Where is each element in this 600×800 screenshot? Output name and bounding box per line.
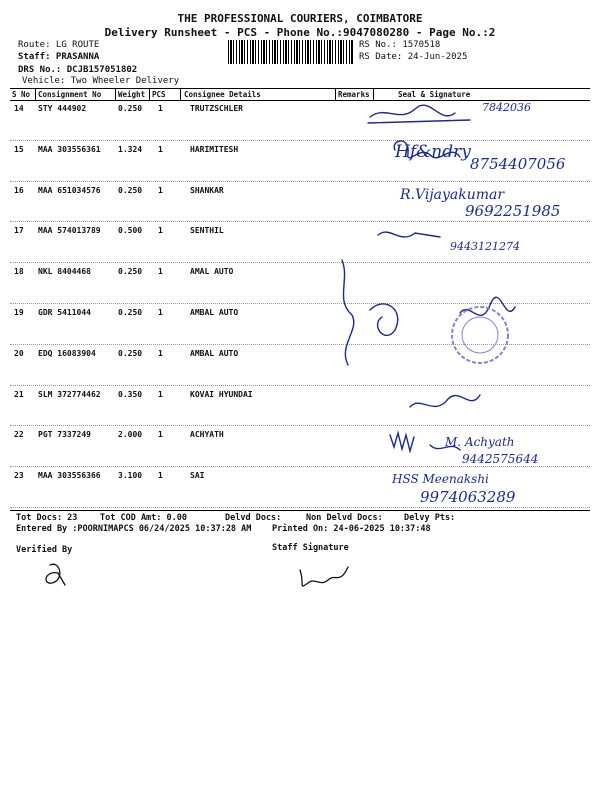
barcode: [228, 40, 354, 64]
signature-stroke: [460, 297, 515, 315]
cell-sno: 16: [14, 185, 24, 195]
company-title: THE PROFESSIONAL COURIERS, COIMBATORE: [177, 12, 423, 25]
handwriting-r16b: 9692251985: [465, 202, 561, 220]
cell-consignment: MAA 574013789: [38, 226, 101, 236]
col-consignment: Consignment No: [38, 90, 102, 99]
remark-stroke: [342, 260, 354, 365]
signature-stroke: [368, 120, 470, 123]
handwriting-r22a: M. Achyath: [445, 435, 515, 449]
cell-consignment: MAA 651034576: [38, 185, 101, 195]
handwriting-r22b: 9442575644: [462, 452, 539, 466]
cell-sno: 18: [14, 267, 24, 277]
runsheet-subtitle: Delivery Runsheet - PCS - Phone No.:9047080280 - Page No.:2: [104, 26, 496, 39]
cell-weight: 0.250: [118, 104, 143, 113]
cell-consignee: AMAL AUTO: [190, 267, 234, 277]
cell-consignee: SHANKAR: [190, 185, 224, 195]
company-stamp-inner: [462, 317, 498, 353]
cell-sno: 19: [14, 308, 24, 317]
handwriting-r16a: R.Vijayakumar: [400, 187, 505, 203]
signature-stroke: [390, 433, 414, 451]
col-divider: [149, 88, 150, 100]
cell-weight: 3.100: [118, 471, 143, 481]
cell-consignment: SLM 372774462: [38, 389, 101, 399]
cell-pcs: 1: [158, 389, 163, 399]
cell-weight: 0.250: [118, 267, 143, 277]
cell-pcs: 1: [158, 267, 163, 277]
total-docs: Tot Docs: 23: [16, 513, 78, 523]
verified-by: Verified By: [16, 545, 73, 555]
cell-consignee: KOVAI HYUNDAI: [190, 389, 253, 399]
route: Route: LG ROUTE: [18, 40, 100, 50]
printed-on: Printed On: 24-06-2025 10:37:48: [272, 524, 431, 534]
footer-divider: [10, 510, 590, 511]
cell-pcs: 1: [158, 308, 163, 317]
entered-by: Entered By :POORNIMAPCS 06/24/2025 10:37:28 AM: [16, 524, 252, 534]
col-remarks: Remarks: [338, 90, 370, 99]
cell-consignee: TRUTZSCHLER: [190, 104, 243, 113]
handwriting-r15a: Hf&ndry: [395, 142, 471, 162]
cell-sno: 14: [14, 104, 24, 113]
col-sno: S No: [12, 90, 31, 99]
cell-weight: 0.250: [118, 185, 143, 195]
signature-stroke: [378, 232, 440, 237]
cell-consignee: HARIMITESH: [190, 144, 239, 154]
cell-sno: 15: [14, 144, 24, 154]
col-divider: [115, 88, 116, 100]
cell-pcs: 1: [158, 144, 163, 154]
cell-pcs: 1: [158, 226, 163, 236]
remark-stroke: [370, 304, 398, 336]
cell-weight: 2.000: [118, 430, 143, 440]
cell-consignee: SAI: [190, 471, 205, 481]
col-divider: [35, 88, 36, 100]
cell-weight: 0.350: [118, 389, 143, 399]
col-seal: Seal & Signature: [398, 90, 471, 99]
staff: Staff: PRASANNA: [18, 52, 100, 62]
handwriting-r23b: 9974063289: [420, 488, 516, 506]
cell-sno: 22: [14, 430, 24, 440]
verifier-signature-stroke: [46, 564, 65, 585]
cell-sno: 20: [14, 348, 24, 358]
col-divider: [180, 88, 181, 100]
col-pcs: PCS: [152, 90, 166, 99]
col-weight: Weight: [118, 90, 146, 99]
cell-consignee: AMBAL AUTO: [190, 348, 239, 358]
cell-weight: 1.324: [118, 144, 143, 154]
handwriting-r15b: 8754407056: [470, 155, 566, 173]
vehicle: Vehicle: Two Wheeler Delivery: [22, 76, 180, 86]
staff-signature: Staff Signature: [272, 543, 349, 553]
delivery-points: Delvy Pts:: [404, 513, 456, 523]
delivered-docs: Delvd Docs:: [225, 513, 282, 523]
cell-pcs: 1: [158, 348, 163, 358]
cell-consignment: GDR 5411044: [38, 308, 91, 317]
signature-stroke: [370, 105, 455, 117]
non-delivered-docs: Non Delvd Docs:: [306, 513, 383, 523]
cell-pcs: 1: [158, 104, 163, 113]
cell-weight: 0.500: [118, 226, 143, 236]
signature-stroke: [410, 395, 480, 407]
cell-consignee: AMBAL AUTO: [190, 308, 239, 317]
total-cod: Tot COD Amt: 0.00: [100, 513, 187, 523]
cell-consignment: EDQ 16083904: [38, 348, 96, 358]
cell-sno: 23: [14, 471, 24, 481]
cell-consignee: SENTHIL: [190, 226, 224, 236]
cell-pcs: 1: [158, 185, 163, 195]
cell-consignee: ACHYATH: [190, 430, 224, 440]
cell-weight: 0.250: [118, 348, 143, 358]
cell-pcs: 1: [158, 430, 163, 440]
cell-consignment: MAA 303556366: [38, 471, 101, 481]
drs-number: DRS No.: DCJB157051802: [18, 65, 138, 75]
col-consignee: Consignee Details: [184, 90, 261, 99]
cell-pcs: 1: [158, 471, 163, 481]
cell-sno: 21: [14, 389, 24, 399]
cell-consignment: MAA 303556361: [38, 144, 101, 154]
handwriting-r17: 9443121274: [450, 240, 520, 253]
cell-consignment: STY 444902: [38, 104, 87, 113]
footer-signatures: [30, 555, 370, 605]
staff-signature-stroke: [300, 567, 348, 586]
handwriting-r14: 7842036: [482, 101, 531, 114]
rs-date: RS Date: 24-Jun-2025: [359, 52, 468, 62]
cell-weight: 0.250: [118, 308, 143, 317]
cell-consignment: PGT 7337249: [38, 430, 91, 440]
rs-number: RS No.: 1570518: [359, 40, 441, 50]
handwriting-r23a: HSS Meenakshi: [392, 472, 489, 486]
cell-sno: 17: [14, 226, 24, 236]
cell-consignment: NKL 8404468: [38, 267, 91, 277]
